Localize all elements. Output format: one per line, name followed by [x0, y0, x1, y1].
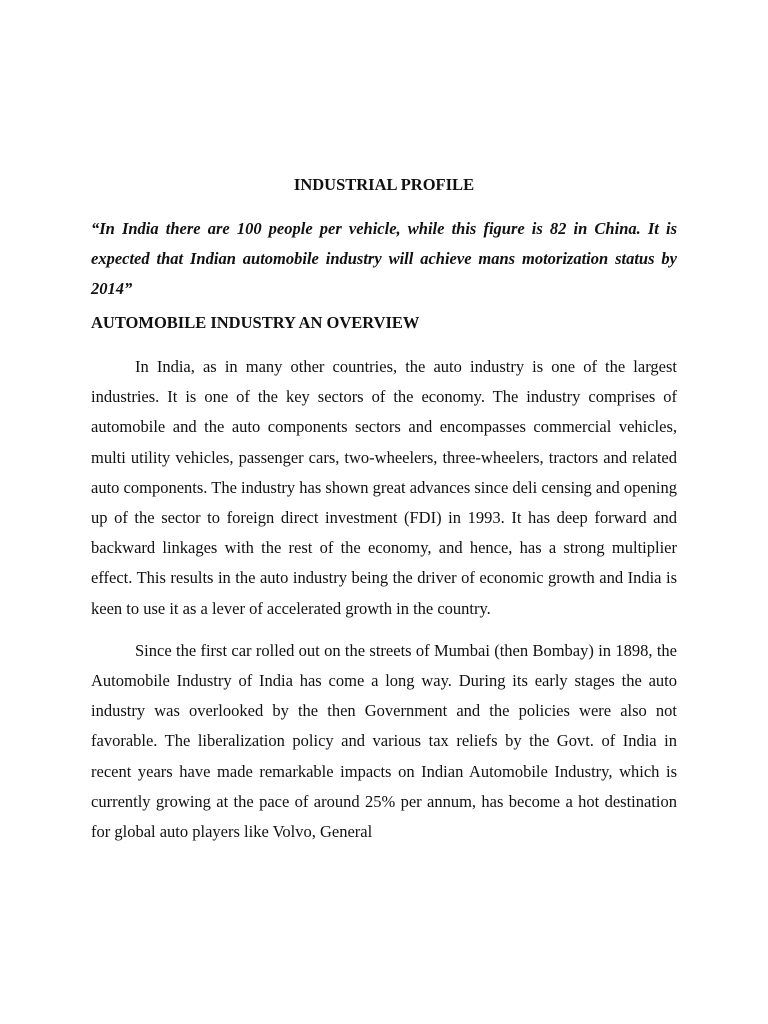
- page-title: INDUSTRIAL PROFILE: [293, 175, 475, 194]
- paragraph-1: In India, as in many other countries, the auto industry is one of the largest industries. It is one of the key sectors of the economy. The industry comprises of automobile and the auto components sectors and encompasses commercial vehicles, multi utility vehicles, passenger cars, two-wheelers, three-wheelers, tractors and related auto components. The industry has shown great advances since deli censing and opening up of the sector to foreign direct investment (FDI) in 1993. It has deep forward and backward linkages with the rest of the economy, and hence, has a strong multiplier effect. This results in the auto industry being the driver of economic growth and India is keen to use it as a lever of accelerated growth in the country.: [91, 357, 677, 618]
- section-heading: AUTOMOBILE INDUSTRY AN OVERVIEW: [91, 313, 420, 332]
- intro-quote: “In India there are 100 people per vehicle, while this figure is 82 in China. It is expected that Indian automobile industry will achieve mans motorization status by 2014”: [91, 219, 677, 298]
- document-content: [91, 170, 677, 859]
- paragraph-2: Since the first car rolled out on the streets of Mumbai (then Bombay) in 1898, the Automobile Industry of India has come a long way. During its early stages the auto industry was overlooked by the then Government and the policies were also not favorable. The liberalization policy and various tax reliefs by the Govt. of India in recent years have made remarkable impacts on Indian Automobile Industry, which is currently growing at the pace of around 25% per annum, has become a hot destination for global auto players like Volvo, General: [91, 640, 677, 842]
